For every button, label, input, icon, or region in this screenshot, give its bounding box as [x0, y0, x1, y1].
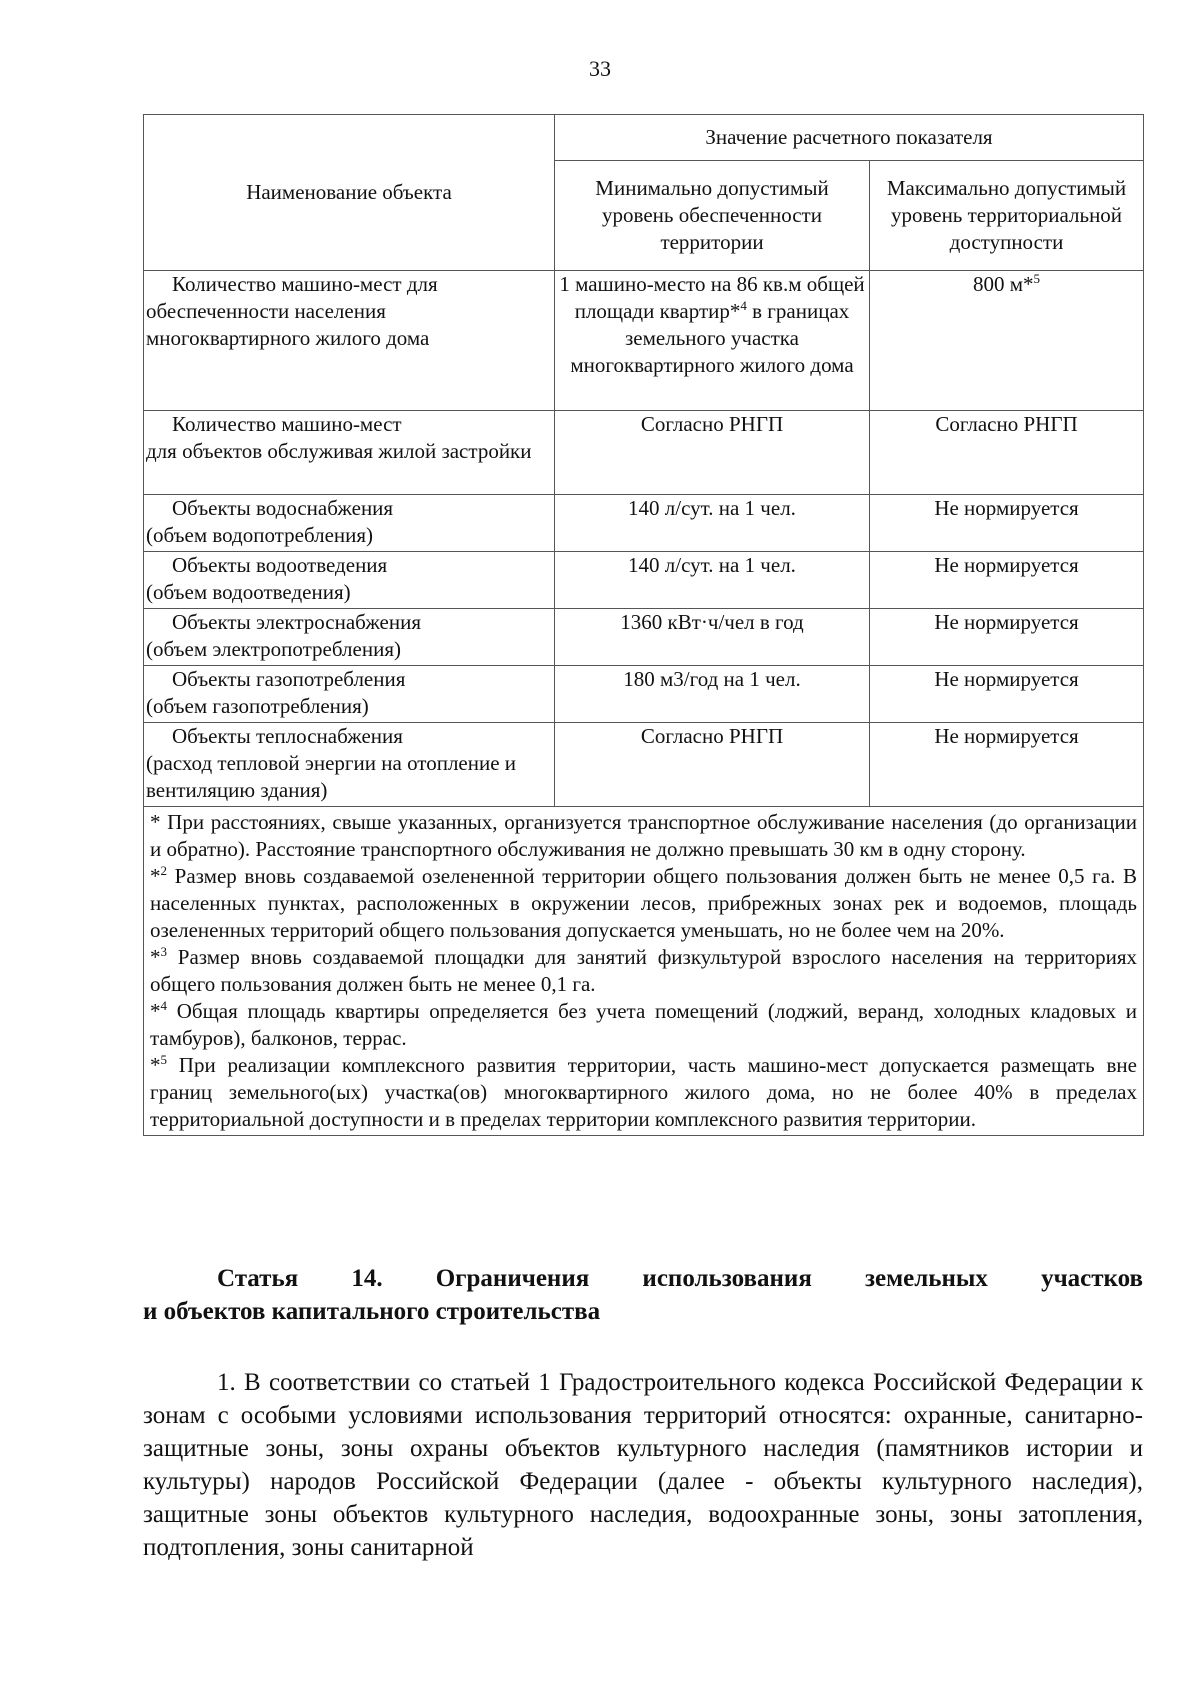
row-min-value: 140 л/сут. на 1 чел.	[555, 552, 870, 609]
row-min-value: 1 машино-место на 86 кв.м общей площади квартир*$^4$ в границах земельного участка многоквартирного жилого дома	[555, 271, 870, 411]
row-min-value: 140 л/сут. на 1 чел.	[555, 495, 870, 552]
footnote: *$^5$ При реализации комплексного развития территории, часть машино-мест допускается размещать вне границ земельного(ых) участка(ов) многоквартирного жилого дома, но не более 40% в пределах территориальной доступности и в пределах территории комплексного развития территории.	[150, 1052, 1137, 1131]
row-name: Объекты водоснабжения (объем водопотребления)	[144, 495, 555, 552]
footnote: *$^3$ Размер вновь создаваемой площадки для занятий физкультурой взрослого населения на территориях общего пользования должен быть не менее 0,1 га.	[150, 944, 1137, 996]
row-name: Объекты водоотведения (объем водоотведения)	[144, 552, 555, 609]
table-row	[144, 411, 1144, 495]
page-number: 33	[589, 56, 611, 81]
row-name: Количество машино-мест для объектов обслуживая жилой застройки	[144, 411, 555, 495]
row-name: Количество машино-мест для обеспеченности населения многоквартирного жилого дома	[144, 271, 555, 411]
row-min-value: 180 м3/год на 1 чел.	[555, 666, 870, 723]
row-name: Объекты теплоснабжения (расход тепловой энергии на отопление и вентиляцию здания)	[144, 723, 555, 807]
footnotes	[144, 807, 1144, 1136]
row-max-value: Не нормируется	[870, 552, 1144, 609]
table-row	[144, 552, 1144, 609]
table-row	[144, 609, 1144, 666]
table-row	[144, 723, 1144, 807]
row-max-value: Не нормируется	[870, 495, 1144, 552]
row-max-value: Не нормируется	[870, 723, 1144, 807]
header-max-level: Максимально допустимый уровень территориальной доступности	[870, 161, 1144, 271]
footnote: *$^2$ Размер вновь создаваемой озелененной территории общего пользования должен быть не менее 0,5 га. В населенных пунктах, расположенных в окружении лесов, прибрежных зонах рек и водоемов, площадь озелененных территорий общего пользования допускается уменьшать, но не более чем на 20%.	[150, 863, 1137, 942]
header-object-name: Наименование объекта	[144, 115, 555, 271]
header-min-level: Минимально допустимый уровень обеспеченности территории	[555, 161, 870, 271]
row-min-value: Согласно РНГП	[555, 723, 870, 807]
table-row	[144, 495, 1144, 552]
row-name: Объекты газопотребления (объем газопотребления)	[144, 666, 555, 723]
article-paragraph: 1. В соответствии со статьей 1 Градостроительного кодекса Российской Федерации к зонам с особыми условиями использования территорий относятся: охранные, санитарно-защитные зоны, зоны охраны объектов культурного наследия (памятников истории и культуры) народов Российской Федерации (далее - объекты культурного наследия), защитные зоны объектов культурного наследия, водоохранные зоны, зоны затопления, подтопления, зоны санитарной	[143, 1369, 1143, 1561]
row-min-value: Согласно РНГП	[555, 411, 870, 495]
header-value-group: Значение расчетного показателя	[555, 115, 1144, 161]
notes-row	[144, 807, 1144, 1136]
table-row	[144, 666, 1144, 723]
footnote: * При расстояниях, свыше указанных, организуется транспортное обслуживание населения (до организации и обратно). Расстояние транспортного обслуживания не должно превышать 30 км в одну сторону.	[150, 810, 1137, 861]
row-max-value: Согласно РНГП	[870, 411, 1144, 495]
table-row	[144, 271, 1144, 411]
row-max-value: Не нормируется	[870, 609, 1144, 666]
norms-table	[143, 114, 1144, 1136]
row-min-value: 1360 кВт·ч/чел в год	[555, 609, 870, 666]
row-max-value: Не нормируется	[870, 666, 1144, 723]
row-max-value: 800 м*$^5$	[870, 271, 1144, 411]
article-title: Статья 14. Ограничения использования земельных участков и объектов капитального строительства	[143, 1265, 1143, 1325]
row-name: Объекты электроснабжения (объем электропотребления)	[144, 609, 555, 666]
footnote: *$^4$ Общая площадь квартиры определяется без учета помещений (лоджий, веранд, холодных кладовых и тамбуров), балконов, террас.	[150, 998, 1137, 1050]
